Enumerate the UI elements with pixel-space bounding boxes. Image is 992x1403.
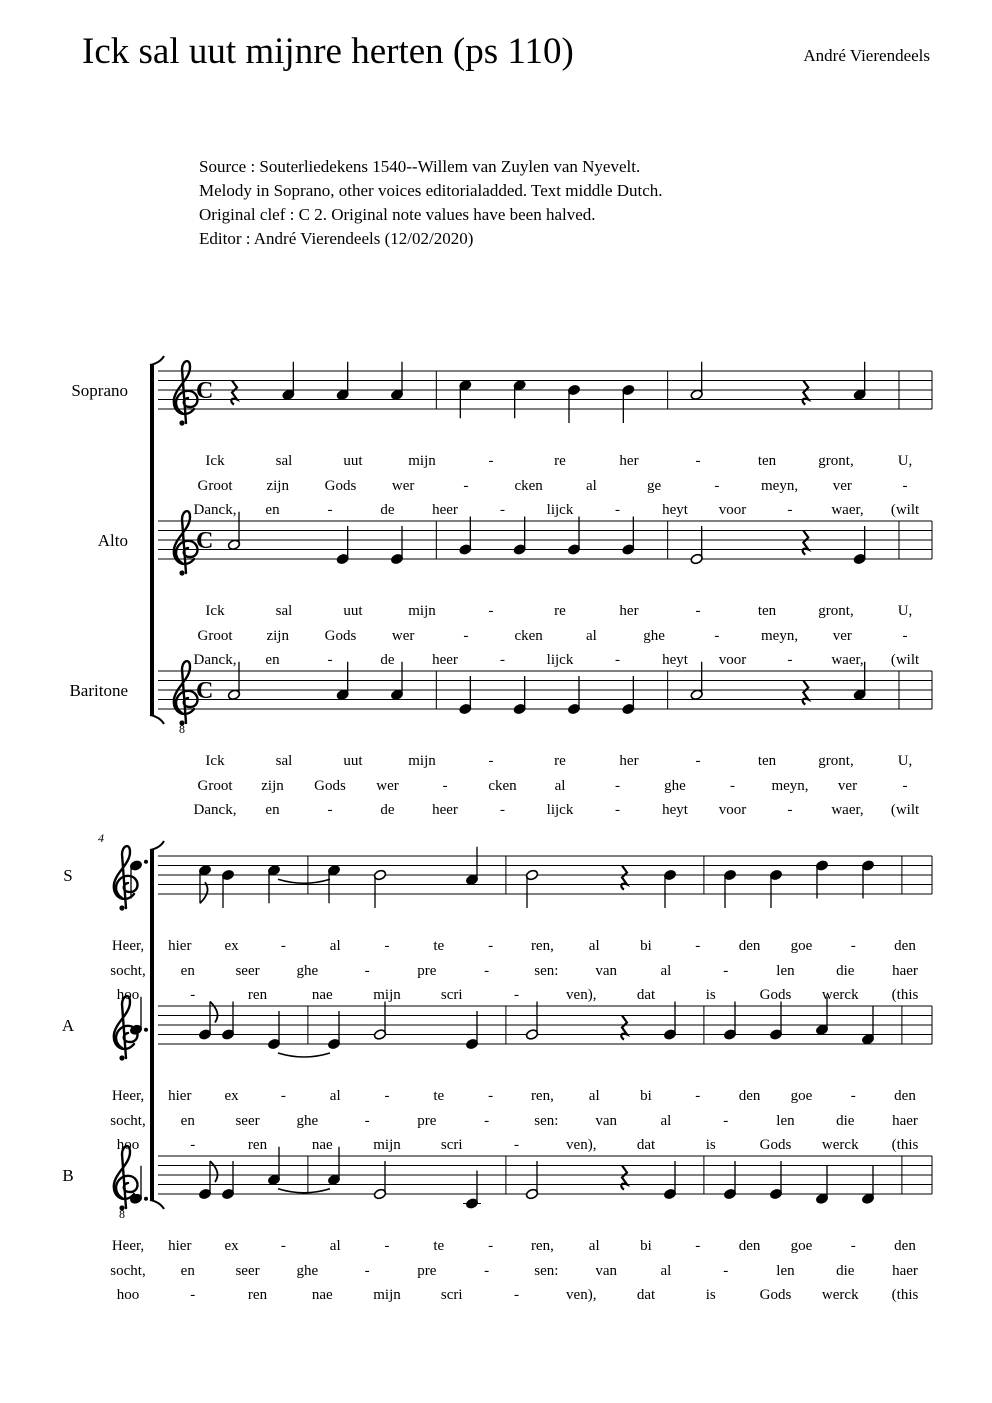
lyric-syllable: en — [265, 502, 280, 518]
staff-name-label: Alto — [97, 531, 128, 550]
quarter-rest-icon — [803, 681, 809, 705]
lyric-syllable: ten — [757, 603, 777, 619]
lyric-syllable: goe — [790, 938, 813, 954]
lyric-syllable: - — [714, 478, 720, 494]
lyric-syllable: cken — [514, 478, 543, 494]
lyric-syllable: al — [588, 1238, 600, 1254]
lyric-syllable: - — [902, 628, 908, 644]
lyric-syllable: heyt — [662, 802, 688, 818]
lyric-syllable: sen: — [534, 963, 559, 979]
lyric-syllable: zijn — [261, 778, 284, 794]
lyric-syllable: te — [433, 1088, 445, 1104]
lyric-syllable: den — [738, 1238, 761, 1254]
lyric-syllable: Gods — [759, 987, 792, 1003]
lyric-syllable: en — [265, 802, 280, 818]
lyric-syllable: zijn — [266, 478, 289, 494]
eighth-flag — [200, 882, 208, 903]
lyric-syllable: al — [588, 938, 600, 954]
staff-name-label: A — [61, 1016, 75, 1035]
lyric-syllable: al — [585, 628, 597, 644]
lyric-syllable: ghe — [664, 778, 686, 794]
lyric-syllable: (wilt — [890, 802, 920, 818]
lyric-syllable: al — [585, 478, 597, 494]
lyric-syllable: werck — [821, 1137, 859, 1153]
lyric-syllable: scri — [440, 1137, 463, 1153]
lyric-syllable: - — [723, 963, 729, 979]
lyric-syllable: mijn — [373, 1287, 401, 1303]
lyric-syllable: Gods — [759, 1137, 792, 1153]
augmentation-dot — [144, 1028, 148, 1032]
lyric-syllable: Gods — [314, 778, 346, 794]
lyric-syllable: bi — [640, 938, 652, 954]
lyric-syllable: heer — [432, 802, 458, 818]
lyric-syllable: den — [894, 1238, 916, 1254]
treble-clef-icon — [114, 846, 138, 911]
lyric-syllable: hier — [168, 1238, 192, 1254]
eighth-flag — [210, 1161, 218, 1182]
lyric-syllable: dat — [636, 1137, 656, 1153]
lyric-syllable: ver — [837, 778, 858, 794]
lyric-syllable: her — [619, 603, 639, 619]
lyric-syllable: den — [738, 938, 761, 954]
lyric-syllable: die — [836, 1113, 855, 1129]
lyric-syllable: ex — [224, 1238, 239, 1254]
lyric-syllable: Gods — [324, 628, 357, 644]
lyric-syllable: mijn — [408, 753, 436, 769]
lyric-syllable: voor — [718, 502, 747, 518]
lyric-syllable: - — [695, 1088, 701, 1104]
quarter-rest-icon — [803, 381, 809, 405]
lyric-syllable: - — [730, 778, 735, 794]
lyric-syllable: uut — [343, 453, 363, 469]
lyric-syllable: hoo — [116, 1137, 140, 1153]
lyric-syllable: al — [588, 1088, 600, 1104]
lyric-syllable: dat — [636, 987, 656, 1003]
lyric-syllable: zijn — [266, 628, 289, 644]
staff-name-label: B — [62, 1166, 74, 1185]
lyric-syllable: nae — [311, 1137, 333, 1153]
octave-eight-mark: 8 — [179, 722, 185, 736]
lyric-syllable: - — [500, 652, 505, 668]
lyric-syllable: (this — [891, 1287, 919, 1303]
lyric-syllable: - — [500, 502, 505, 518]
lyric-syllable: - — [280, 1238, 286, 1254]
lyric-syllable: Heer, — [111, 938, 145, 954]
lyric-syllable: - — [514, 987, 519, 1003]
lyric-syllable: ren, — [530, 1088, 554, 1104]
lyric-syllable: van — [595, 963, 617, 979]
lyric-syllable: mijn — [373, 1137, 401, 1153]
lyric-syllable: cken — [514, 628, 543, 644]
lyric-syllable: her — [619, 453, 639, 469]
lyric-syllable: gront, — [818, 603, 854, 619]
lyric-syllable: hoo — [116, 1287, 140, 1303]
lyric-syllable: Heer, — [111, 1088, 145, 1104]
lyric-syllable: - — [364, 1113, 370, 1129]
lyric-syllable: gront, — [818, 753, 854, 769]
lyric-syllable: U, — [897, 603, 913, 619]
lyric-syllable: her — [619, 753, 639, 769]
lyric-syllable: (wilt — [890, 652, 920, 668]
lyric-syllable: - — [615, 502, 620, 518]
lyric-syllable: re — [554, 753, 566, 769]
lyric-syllable: is — [705, 1287, 716, 1303]
time-signature: C — [196, 528, 214, 554]
lyric-syllable: socht, — [110, 1113, 146, 1129]
quarter-rest-icon — [621, 1016, 627, 1040]
lyric-syllable: de — [380, 802, 395, 818]
lyric-syllable: goe — [790, 1238, 813, 1254]
tie-curve — [278, 879, 330, 883]
lyric-syllable: ren — [247, 1137, 268, 1153]
lyric-syllable: mijn — [408, 453, 436, 469]
info-line-clef: Original clef : C 2. Original note values have been halved. — [199, 205, 596, 224]
lyric-syllable: nae — [311, 1287, 333, 1303]
info-line-melody: Melody in Soprano, other voices editorialadded. Text middle Dutch. — [199, 181, 663, 200]
lyric-syllable: lijck — [546, 802, 574, 818]
lyric-syllable: ghe — [296, 1113, 319, 1129]
lyric-syllable: ghe — [296, 963, 319, 979]
lyric-syllable: bi — [640, 1238, 652, 1254]
lyric-syllable: al — [329, 938, 341, 954]
lyric-syllable: al — [660, 1113, 672, 1129]
lyric-syllable: Danck, — [193, 802, 237, 818]
lyric-syllable: die — [836, 963, 855, 979]
lyric-syllable: uut — [343, 603, 363, 619]
lyric-syllable: ex — [224, 1088, 239, 1104]
lyric-syllable: nae — [311, 987, 333, 1003]
lyric-syllable: ren — [247, 1287, 268, 1303]
lyric-syllable: len — [776, 1263, 795, 1279]
lyric-syllable: U, — [897, 453, 913, 469]
lyric-syllable: ten — [757, 753, 777, 769]
lyric-syllable: is — [705, 1137, 716, 1153]
lyric-syllable: cken — [488, 778, 517, 794]
lyric-syllable: ge — [647, 478, 662, 494]
lyric-syllable: - — [190, 987, 196, 1003]
lyric-syllable: voor — [718, 802, 747, 818]
lyric-syllable: scri — [440, 1287, 463, 1303]
lyric-syllable: - — [714, 628, 720, 644]
lyric-syllable: werck — [821, 987, 859, 1003]
bracket-hook-bottom — [150, 1200, 164, 1209]
lyric-syllable: - — [723, 1113, 729, 1129]
lyric-syllable: heer — [432, 652, 458, 668]
lyric-syllable: - — [695, 938, 701, 954]
augmentation-dot — [144, 860, 148, 864]
lyric-syllable: - — [787, 652, 793, 668]
lyric-syllable: die — [836, 1263, 855, 1279]
staff-name-label: Baritone — [69, 681, 128, 700]
lyric-syllable: re — [554, 603, 566, 619]
lyric-syllable: wer — [391, 628, 415, 644]
lyric-syllable: en — [180, 963, 195, 979]
lyric-syllable: werck — [821, 1287, 859, 1303]
lyric-syllable: re — [554, 453, 566, 469]
lyric-syllable: - — [723, 1263, 729, 1279]
lyric-syllable: al — [660, 1263, 672, 1279]
lyric-syllable: ten — [757, 453, 777, 469]
lyric-syllable: - — [850, 1088, 856, 1104]
time-signature: C — [196, 378, 214, 404]
lyric-syllable: al — [329, 1238, 341, 1254]
lyric-syllable: - — [695, 753, 701, 769]
composer-name: André Vierendeels — [803, 46, 930, 65]
lyric-syllable: den — [894, 938, 916, 954]
lyric-syllable: Gods — [759, 1287, 792, 1303]
lyric-syllable: - — [615, 802, 620, 818]
lyric-syllable: pre — [417, 1113, 437, 1129]
lyric-syllable: meyn, — [761, 478, 799, 494]
lyric-syllable: lijck — [546, 502, 574, 518]
lyric-syllable: - — [902, 778, 908, 794]
lyric-syllable: ver — [832, 628, 852, 644]
lyric-syllable: gront, — [818, 453, 854, 469]
lyric-syllable: goe — [790, 1088, 813, 1104]
lyric-syllable: lijck — [546, 652, 574, 668]
lyric-syllable: - — [488, 938, 494, 954]
tie-curve — [278, 1053, 330, 1057]
lyric-syllable: waer, — [831, 802, 864, 818]
lyric-syllable: (this — [891, 987, 919, 1003]
lyric-syllable: seer — [235, 1263, 260, 1279]
quarter-rest-icon — [803, 531, 809, 555]
lyric-syllable: bi — [640, 1088, 652, 1104]
lyric-syllable: meyn, — [771, 778, 809, 794]
lyric-syllable: - — [615, 652, 620, 668]
lyric-syllable: - — [488, 453, 494, 469]
lyric-syllable: ghe — [296, 1263, 319, 1279]
lyric-syllable: - — [615, 778, 620, 794]
lyric-syllable: de — [380, 652, 395, 668]
lyric-syllable: haer — [892, 1263, 918, 1279]
quarter-rest-icon — [621, 1166, 627, 1190]
lyric-syllable: sal — [275, 603, 293, 619]
lyric-syllable: (this — [891, 1137, 919, 1153]
lyric-syllable: - — [695, 603, 701, 619]
lyric-syllable: - — [364, 963, 370, 979]
lyric-syllable: heer — [432, 502, 458, 518]
lyric-syllable: Danck, — [193, 502, 237, 518]
lyric-syllable: te — [433, 938, 445, 954]
lyric-syllable: uut — [343, 753, 363, 769]
time-signature: C — [196, 678, 214, 704]
lyric-syllable: - — [488, 753, 494, 769]
lyric-syllable: - — [488, 603, 494, 619]
lyric-syllable: Groot — [197, 628, 233, 644]
lyric-syllable: - — [488, 1088, 494, 1104]
lyric-syllable: mijn — [373, 987, 401, 1003]
lyric-syllable: en — [180, 1263, 195, 1279]
lyric-syllable: - — [384, 1088, 390, 1104]
lyric-syllable: Danck, — [193, 652, 237, 668]
lyric-syllable: is — [705, 987, 716, 1003]
lyric-syllable: - — [327, 502, 333, 518]
lyric-syllable: ven), — [566, 1137, 597, 1153]
lyric-syllable: - — [384, 1238, 390, 1254]
lyric-syllable: ven), — [566, 1287, 597, 1303]
lyric-syllable: - — [514, 1287, 519, 1303]
lyric-syllable: hoo — [116, 987, 140, 1003]
lyric-syllable: van — [595, 1113, 617, 1129]
lyric-syllable: waer, — [831, 502, 864, 518]
lyric-syllable: den — [894, 1088, 916, 1104]
tie-curve — [278, 1189, 330, 1193]
lyric-syllable: len — [776, 1113, 795, 1129]
staff-name-label: S — [63, 866, 73, 885]
lyric-syllable: - — [514, 1137, 519, 1153]
lyric-syllable: - — [190, 1287, 196, 1303]
lyric-syllable: Heer, — [111, 1238, 145, 1254]
lyric-syllable: sal — [275, 753, 293, 769]
lyric-syllable: - — [463, 628, 469, 644]
info-line-editor: Editor : André Vierendeels (12/02/2020) — [199, 229, 474, 248]
lyric-syllable: - — [190, 1137, 196, 1153]
lyric-syllable: Ick — [205, 603, 225, 619]
bracket-hook-bottom — [150, 715, 164, 724]
lyric-syllable: Groot — [197, 778, 233, 794]
lyric-syllable: - — [484, 963, 490, 979]
lyric-syllable: seer — [235, 1113, 260, 1129]
lyric-syllable: - — [280, 938, 286, 954]
lyric-syllable: Groot — [197, 478, 233, 494]
lyric-syllable: voor — [718, 652, 747, 668]
lyric-syllable: - — [488, 1238, 494, 1254]
system-bracket — [150, 850, 154, 1200]
lyric-syllable: waer, — [831, 652, 864, 668]
lyric-syllable: - — [850, 938, 856, 954]
lyric-syllable: haer — [892, 1113, 918, 1129]
lyric-syllable: - — [463, 478, 469, 494]
lyric-syllable: sen: — [534, 1263, 559, 1279]
lyric-syllable: al — [660, 963, 672, 979]
lyric-syllable: mijn — [408, 603, 436, 619]
measure-number: 4 — [98, 831, 104, 845]
lyric-syllable: - — [364, 1263, 370, 1279]
lyric-syllable: ex — [224, 938, 239, 954]
lyric-syllable: - — [484, 1263, 490, 1279]
augmentation-dot — [144, 1197, 148, 1201]
lyric-syllable: haer — [892, 963, 918, 979]
lyric-syllable: - — [695, 1238, 701, 1254]
lyric-syllable: len — [776, 963, 795, 979]
lyric-syllable: ver — [832, 478, 852, 494]
lyric-syllable: ren, — [530, 1238, 554, 1254]
lyric-syllable: U, — [897, 753, 913, 769]
lyric-syllable: sen: — [534, 1113, 559, 1129]
lyric-syllable: wer — [376, 778, 399, 794]
lyric-syllable: - — [384, 938, 390, 954]
lyric-syllable: sal — [275, 453, 293, 469]
quarter-rest-icon — [231, 381, 237, 405]
lyric-syllable: hier — [168, 1088, 192, 1104]
lyric-syllable: (wilt — [890, 502, 920, 518]
lyric-syllable: socht, — [110, 1263, 146, 1279]
octave-eight-mark: 8 — [119, 1207, 125, 1221]
lyric-syllable: ghe — [643, 628, 665, 644]
lyric-syllable: wer — [391, 478, 415, 494]
lyric-syllable: - — [787, 802, 793, 818]
lyric-syllable: al — [329, 1088, 341, 1104]
lyric-syllable: meyn, — [761, 628, 799, 644]
quarter-rest-icon — [621, 866, 627, 890]
lyric-syllable: te — [433, 1238, 445, 1254]
lyric-syllable: - — [442, 778, 448, 794]
lyric-syllable: Gods — [324, 478, 357, 494]
lyric-syllable: ren — [247, 987, 268, 1003]
lyric-syllable: Ick — [205, 453, 225, 469]
lyric-syllable: den — [738, 1088, 761, 1104]
lyric-syllable: heyt — [662, 502, 688, 518]
lyric-syllable: pre — [417, 963, 437, 979]
lyric-syllable: en — [265, 652, 280, 668]
info-line-source: Source : Souterliedekens 1540--Willem van Zuylen van Nyevelt. — [199, 157, 641, 176]
lyric-syllable: en — [180, 1113, 195, 1129]
bracket-hook-top — [150, 356, 164, 365]
lyric-syllable: - — [280, 1088, 286, 1104]
score-title: Ick sal uut mijnre herten (ps 110) — [82, 31, 574, 72]
lyric-syllable: scri — [440, 987, 463, 1003]
system-bracket — [150, 365, 154, 715]
lyric-syllable: al — [554, 778, 566, 794]
bracket-hook-top — [150, 841, 164, 850]
lyric-syllable: pre — [417, 1263, 437, 1279]
lyric-syllable: - — [695, 453, 701, 469]
lyric-syllable: dat — [636, 1287, 656, 1303]
lyric-syllable: - — [902, 478, 908, 494]
staff-name-label: Soprano — [71, 381, 128, 400]
lyric-syllable: - — [327, 652, 333, 668]
lyric-syllable: socht, — [110, 963, 146, 979]
eighth-flag — [210, 1002, 218, 1023]
lyric-syllable: de — [380, 502, 395, 518]
lyric-syllable: van — [595, 1263, 617, 1279]
lyric-syllable: heyt — [662, 652, 688, 668]
lyric-syllable: seer — [235, 963, 260, 979]
lyric-syllable: - — [484, 1113, 490, 1129]
lyric-syllable: hier — [168, 938, 192, 954]
lyric-syllable: ven), — [566, 987, 597, 1003]
lyric-syllable: - — [500, 802, 505, 818]
lyric-syllable: ren, — [530, 938, 554, 954]
lyric-syllable: - — [327, 802, 333, 818]
lyric-syllable: - — [850, 1238, 856, 1254]
lyric-syllable: - — [787, 502, 793, 518]
lyric-syllable: Ick — [205, 753, 225, 769]
